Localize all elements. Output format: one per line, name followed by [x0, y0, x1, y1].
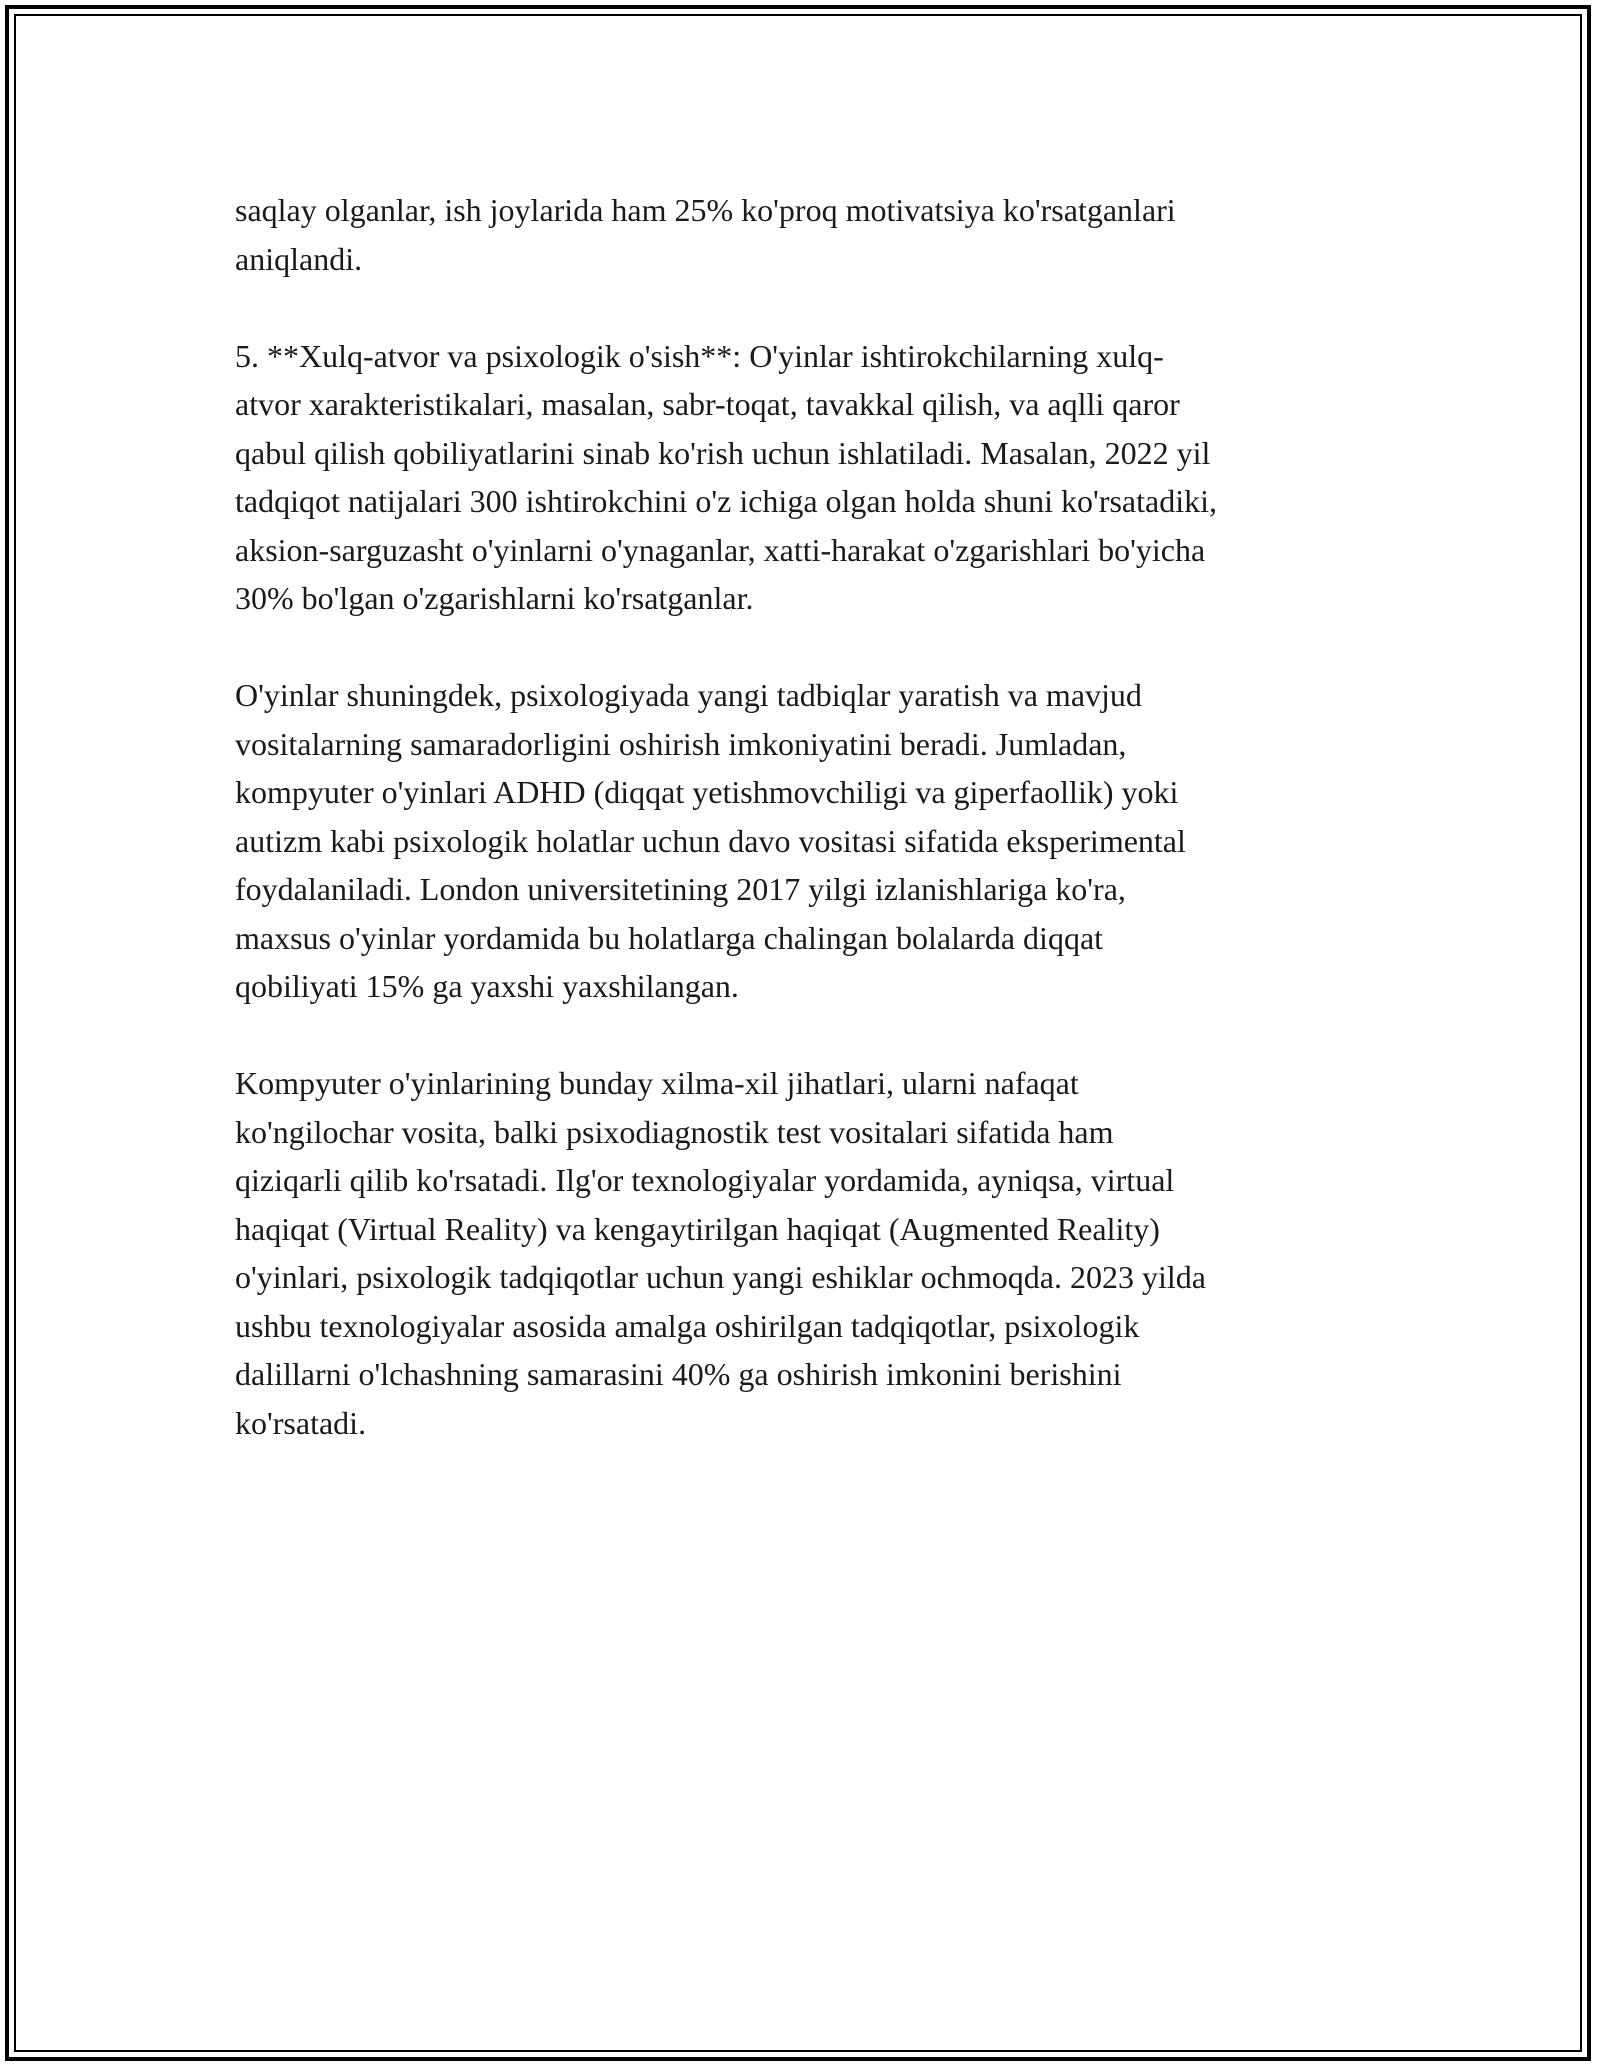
paragraph-behavior-growth: 5. **Xulq-atvor va psixologik o'sish**: O'yinlar ishtirokchilarning xulq- atvor xarakteristikalari, masalan, sabr-toqat, tavakkal qilish, va aqlli qaror qabul qilish qobiliyatlarini sinab ko'rish uchun ishlatiladi. Masalan, 2022 yil tadqiqot natijalari 300 ishtirokchini o'z ichiga olgan holda shuni ko'rsatadiki, aksion-sarguzasht o'yinlarni o'ynaganlar, xatti-harakat o'zgarishlari bo'yicha 30% bo'lgan o'zgarishlarni ko'rsatganlar.	[235, 337, 1217, 616]
paragraph-conclusion: Kompyuter o'yinlarining bunday xilma-xil jihatlari, ularni nafaqat ko'ngilochar vosita, balki psixodiagnostik test vositalari sifatida ham qiziqarli qilib ko'rsatadi. Ilg'or texnologiyalar yordamida, ayniqsa, virtual haqiqat (Virtual Reality) va kengaytirilgan haqiqat (Augmented Reality) o'yinlari, psixologik tadqiqotlar uchun yangi eshiklar ochmoqda. 2023 yilda ushbu texnologiyalar asosida amalga oshirilgan tadqiqotlar, psixologik dalillarni o'lchashning samarasini 40% ga oshirish imkonini berishini ko'rsatadi.	[235, 1065, 1206, 1441]
document-body	[235, 186, 1365, 1496]
paragraph-new-applications: O'yinlar shuningdek, psixologiyada yangi tadbiqlar yaratish va mavjud vositalarning samaradorligini oshirish imkoniyatini beradi. Jumladan, kompyuter o'yinlari ADHD (diqqat yetishmovchiligi va giperfaollik) yoki autizm kabi psixologik holatlar uchun davo vositasi sifatida eksperimental foydalaniladi. London universitetining 2017 yilgi izlanishlariga ko'ra, maxsus o'yinlar yordamida bu holatlarga chalingan bolalarda diqqat qobiliyati 15% ga yaxshi yaxshilangan.	[235, 677, 1186, 1004]
paragraph-continuation: saqlay olganlar, ish joylarida ham 25% ko'proq motivatsiya ko'rsatganlari aniqlandi.	[235, 192, 1176, 277]
